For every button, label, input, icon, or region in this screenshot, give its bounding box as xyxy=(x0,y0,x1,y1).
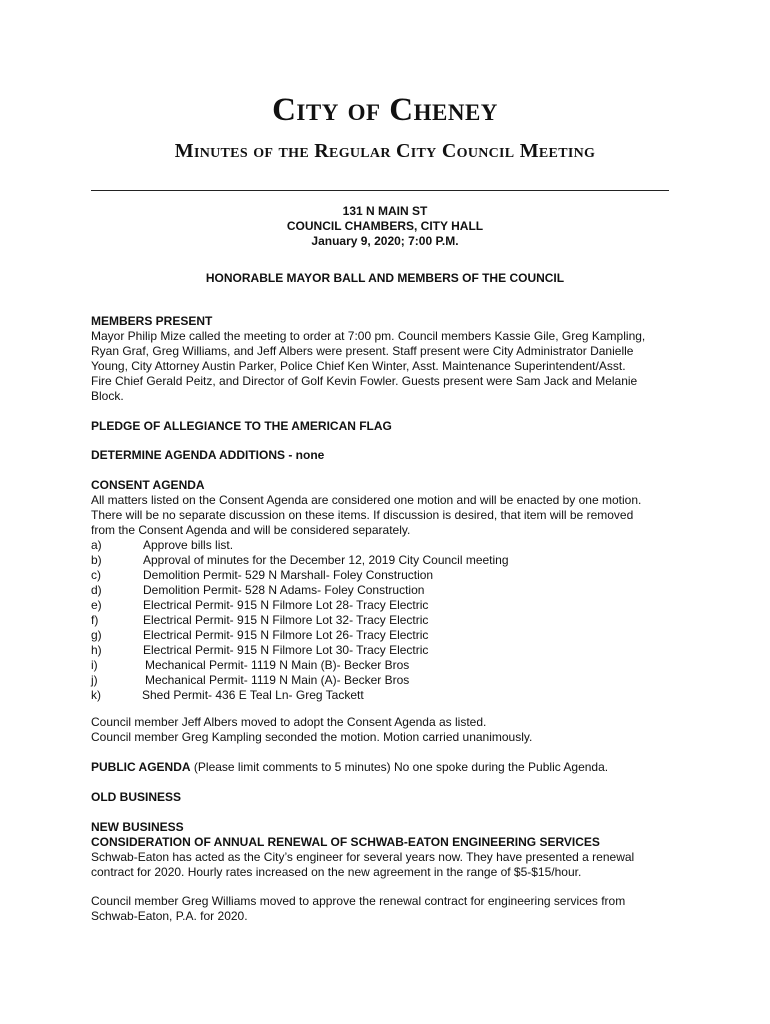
location-block xyxy=(0,204,770,249)
paragraph-line: Schwab-Eaton has acted as the City’s engineer for several years now. They have presented a renewal xyxy=(91,850,635,864)
item-letter: b) xyxy=(91,553,102,567)
consent-intro-line: All matters listed on the Consent Agenda are considered one motion and will be enacted by one motion. xyxy=(91,493,642,507)
public-agenda-text: (Please limit comments to 5 minutes) No one spoke during the Public Agenda. xyxy=(190,760,609,774)
document-title: City of Cheney xyxy=(272,92,498,128)
list-item xyxy=(91,658,676,673)
paragraph-line: contract for 2020. Hourly rates increased on the new agreement in the range of $5-$15/hour. xyxy=(91,865,582,879)
public-agenda xyxy=(91,760,676,775)
new-business-section xyxy=(91,820,676,880)
item-text: Shed Permit- 436 E Teal Ln- Greg Tackett xyxy=(142,688,364,702)
paragraph-line: Schwab-Eaton, P.A. for 2020. xyxy=(91,909,248,923)
item-text: Electrical Permit- 915 N Filmore Lot 32- Tracy Electric xyxy=(143,613,429,627)
item-letter: f) xyxy=(91,613,99,627)
item-letter: g) xyxy=(91,628,102,642)
item-text: Approval of minutes for the December 12, 2019 City Council meeting xyxy=(143,553,509,567)
section-heading: PUBLIC AGENDA xyxy=(91,760,191,774)
consent-intro-line: There will be no separate discussion on these items. If discussion is desired, that item will be removed xyxy=(91,508,634,522)
list-item xyxy=(91,553,676,568)
agenda-item-heading: CONSIDERATION OF ANNUAL RENEWAL OF SCHWAB-EATON ENGINEERING SERVICES xyxy=(91,835,600,849)
agenda-additions-heading: DETERMINE AGENDA ADDITIONS - none xyxy=(91,448,325,462)
list-item xyxy=(91,628,676,643)
old-business-heading: OLD BUSINESS xyxy=(91,790,182,804)
item-text: Mechanical Permit- 1119 N Main (B)- Becker Bros xyxy=(145,658,410,672)
members-text-line: Ryan Graf, Greg Williams, and Jeff Albers were present. Staff present were City Administrator Danielle xyxy=(91,344,634,358)
item-text: Approve bills list. xyxy=(143,538,234,552)
item-letter: d) xyxy=(91,583,102,597)
members-text-line: Block. xyxy=(91,389,124,403)
paragraph-line: Council member Greg Williams moved to approve the renewal contract for engineering services from xyxy=(91,894,626,908)
motion-line: Council member Greg Kampling seconded the motion. Motion carried unanimously. xyxy=(91,730,533,744)
members-text-line: Mayor Philip Mize called the meeting to order at 7:00 pm. Council members Kassie Gile, Greg Kampling, xyxy=(91,329,646,343)
item-letter: a) xyxy=(91,538,102,552)
item-letter: e) xyxy=(91,598,102,612)
item-text: Electrical Permit- 915 N Filmore Lot 28- Tracy Electric xyxy=(143,598,429,612)
list-item xyxy=(91,598,676,613)
list-item xyxy=(91,688,676,703)
motion-line: Council member Jeff Albers moved to adopt the Consent Agenda as listed. xyxy=(91,715,487,729)
list-item xyxy=(91,568,676,583)
new-business-motion xyxy=(91,894,676,924)
address-line: 131 N MAIN ST xyxy=(342,204,428,218)
title-divider xyxy=(91,190,669,191)
list-item xyxy=(91,538,676,553)
venue-line: COUNCIL CHAMBERS, CITY HALL xyxy=(286,219,484,233)
section-heading: NEW BUSINESS xyxy=(91,820,184,834)
list-item xyxy=(91,673,676,688)
item-letter: i) xyxy=(91,658,98,672)
item-text: Demolition Permit- 529 N Marshall- Foley Construction xyxy=(143,568,434,582)
pledge-heading: PLEDGE OF ALLEGIANCE TO THE AMERICAN FLAG xyxy=(91,419,392,433)
date-line: January 9, 2020; 7:00 P.M. xyxy=(311,234,459,248)
consent-section xyxy=(91,478,676,703)
members-text-line: Young, City Attorney Austin Parker, Police Chief Ken Winter, Asst. Maintenance Superintendent/Asst. xyxy=(91,359,626,373)
item-text: Mechanical Permit- 1119 N Main (A)- Becker Bros xyxy=(145,673,410,687)
section-heading: MEMBERS PRESENT xyxy=(91,314,213,328)
list-item xyxy=(91,583,676,598)
item-text: Electrical Permit- 915 N Filmore Lot 26- Tracy Electric xyxy=(143,628,429,642)
document-subtitle: Minutes of the Regular City Council Meeting xyxy=(174,140,596,162)
members-section xyxy=(91,314,676,404)
salutation: HONORABLE MAYOR BALL AND MEMBERS OF THE COUNCIL xyxy=(205,271,565,285)
item-text: Demolition Permit- 528 N Adams- Foley Construction xyxy=(143,583,425,597)
item-letter: h) xyxy=(91,643,102,657)
members-text-line: Fire Chief Gerald Peitz, and Director of Golf Kevin Fowler. Guests present were Sam Jack and Melanie xyxy=(91,374,638,388)
section-heading: CONSENT AGENDA xyxy=(91,478,205,492)
list-item xyxy=(91,643,676,658)
list-item xyxy=(91,613,676,628)
item-letter: c) xyxy=(91,568,101,582)
consent-motion xyxy=(91,715,676,745)
item-letter: k) xyxy=(91,688,101,702)
item-letter: j) xyxy=(91,673,98,687)
consent-intro-line: from the Consent Agenda and will be considered separately. xyxy=(91,523,411,537)
item-text: Electrical Permit- 915 N Filmore Lot 30- Tracy Electric xyxy=(143,643,429,657)
